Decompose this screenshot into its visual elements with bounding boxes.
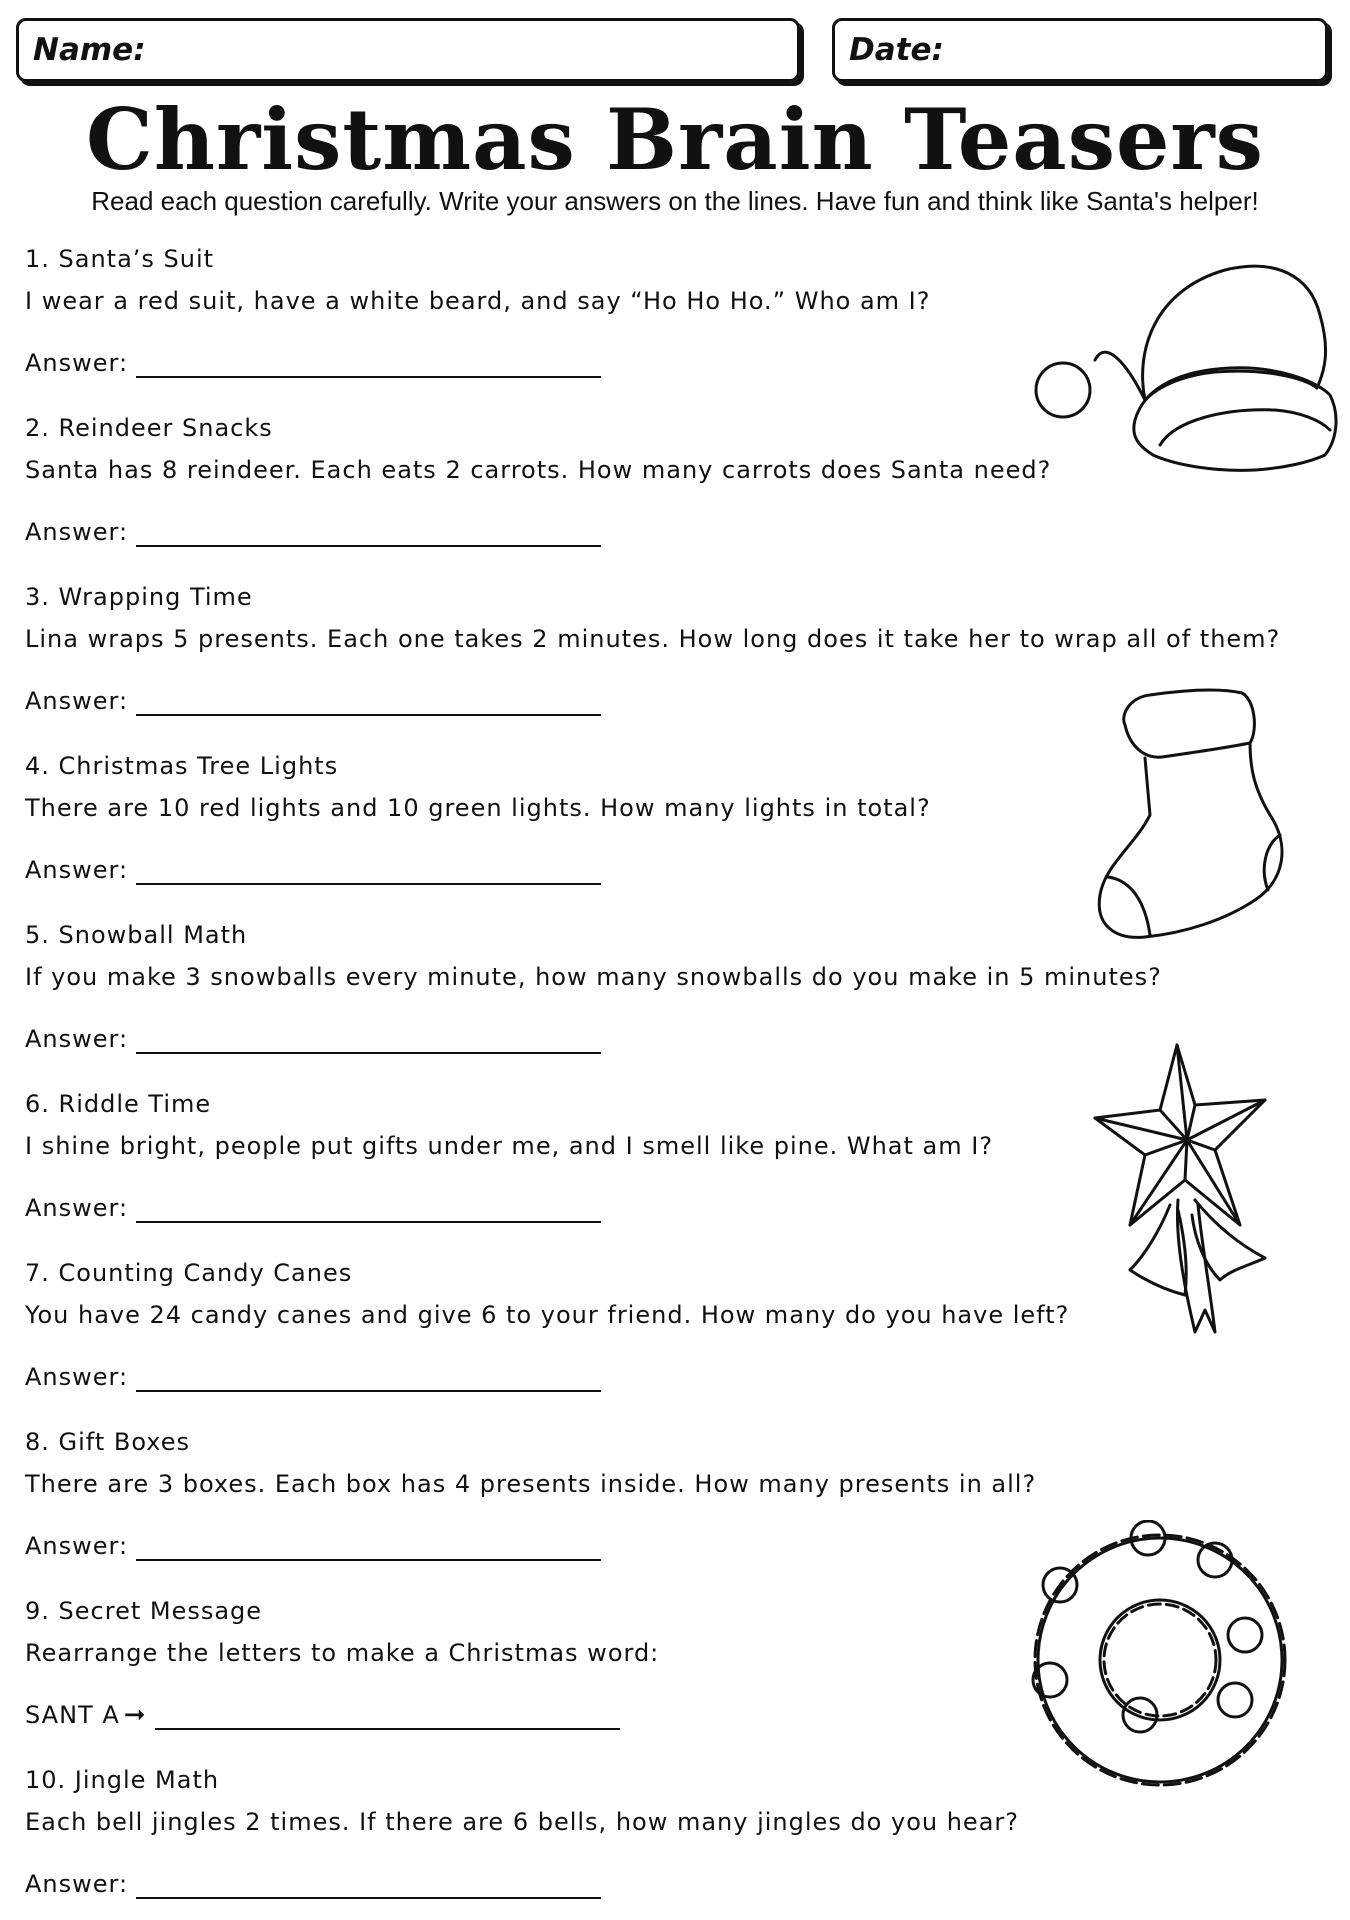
- answer-line[interactable]: [136, 1028, 601, 1054]
- answer-label: Answer:: [25, 1532, 129, 1560]
- question-title: 4. Christmas Tree Lights: [25, 752, 339, 780]
- question-title: 9. Secret Message: [25, 1597, 263, 1625]
- name-label: Name:: [33, 32, 146, 68]
- answer-label: Answer:: [25, 349, 129, 377]
- answer-line[interactable]: [136, 1197, 601, 1223]
- answer-line[interactable]: [136, 1873, 601, 1899]
- question-text: There are 10 red lights and 10 green lights. How many lights in total?: [25, 794, 931, 822]
- question-title: 8. Gift Boxes: [25, 1428, 191, 1456]
- question-text: Santa has 8 reindeer. Each eats 2 carrots. How many carrots does Santa need?: [25, 456, 1052, 484]
- answer-label: Answer:: [25, 1363, 129, 1391]
- answer-line[interactable]: [155, 1704, 620, 1730]
- wreath-icon: [1020, 1520, 1300, 1800]
- answer-row: [25, 1869, 1335, 1899]
- answer-label: Answer:: [25, 856, 129, 884]
- answer-label: Answer:: [25, 687, 129, 715]
- answer-label: Answer:: [25, 518, 129, 546]
- question-text: There are 3 boxes. Each box has 4 presents inside. How many presents in all?: [25, 1470, 1037, 1498]
- answer-row: [25, 517, 1335, 547]
- answer-line[interactable]: [136, 352, 601, 378]
- answer-line[interactable]: [136, 1535, 601, 1561]
- answer-label: Answer:: [25, 1025, 129, 1053]
- answer-label: Answer:: [25, 1194, 129, 1222]
- question-title: 7. Counting Candy Canes: [25, 1259, 353, 1287]
- question-text: I shine bright, people put gifts under me, and I smell like pine. What am I?: [25, 1132, 994, 1160]
- question-text: If you make 3 snowballs every minute, how many snowballs do you make in 5 minutes?: [25, 963, 1162, 991]
- answer-line[interactable]: [136, 690, 601, 716]
- answer-line[interactable]: [136, 521, 601, 547]
- question-text: Rearrange the letters to make a Christmas word:: [25, 1639, 660, 1667]
- answer-line[interactable]: [136, 859, 601, 885]
- question-title: 3. Wrapping Time: [25, 583, 253, 611]
- question-title: 2. Reindeer Snacks: [25, 414, 273, 442]
- question-text: Lina wraps 5 presents. Each one takes 2 minutes. How long does it take her to wrap all of them?: [25, 625, 1281, 653]
- date-field[interactable]: [832, 18, 1328, 82]
- question-title: 5. Snowball Math: [25, 921, 248, 949]
- scrambled-word: SANT A: [25, 1701, 120, 1729]
- question-text: I wear a red suit, have a white beard, and say “Ho Ho Ho.” Who am I?: [25, 287, 931, 315]
- question-title: 1. Santa’s Suit: [25, 245, 215, 273]
- name-field[interactable]: [16, 18, 800, 82]
- arrow-right-icon: ➞: [123, 1700, 147, 1730]
- page-title: Christmas Brain Teasers: [86, 90, 1264, 189]
- question-text: Each bell jingles 2 times. If there are 6 bells, how many jingles do you hear?: [25, 1808, 1020, 1836]
- question-title: 6. Riddle Time: [25, 1090, 212, 1118]
- instructions: Read each question carefully. Write your answers on the lines. Have fun and think like Santa's helper!: [91, 186, 1259, 216]
- question-text: You have 24 candy canes and give 6 to your friend. How many do you have left?: [25, 1301, 1070, 1329]
- question-title: 10. Jingle Math: [25, 1766, 220, 1794]
- answer-row: [25, 1362, 1335, 1392]
- date-label: Date:: [849, 32, 944, 68]
- santa-hat-icon: [1025, 240, 1345, 490]
- answer-label: Answer:: [25, 1870, 129, 1898]
- stocking-icon: [1090, 685, 1300, 945]
- answer-line[interactable]: [136, 1366, 601, 1392]
- star-topper-icon: [1090, 1040, 1335, 1340]
